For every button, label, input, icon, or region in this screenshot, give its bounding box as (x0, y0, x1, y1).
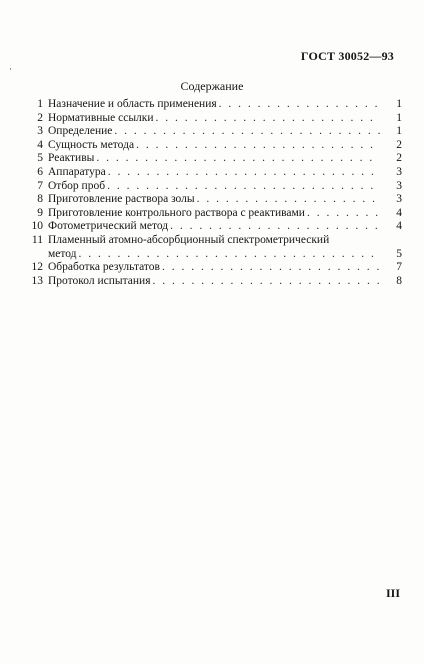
table-of-contents (0, 98, 424, 288)
toc-entry-title: Аппаратура (48, 165, 106, 178)
toc-entry-number: 8 (37, 193, 43, 206)
toc-entry-page: 2 (396, 152, 402, 165)
dot-leader (154, 112, 380, 126)
toc-entry-title: Пламенный атомно-абсорбционный спектрометрический (48, 233, 330, 246)
toc-entry-number: 9 (37, 206, 43, 219)
toc-entry[interactable] (0, 220, 424, 234)
dot-leader (105, 180, 380, 194)
toc-entry-page: 3 (396, 179, 402, 192)
dot-leader (112, 125, 380, 139)
toc-entry-page: 3 (396, 193, 402, 206)
toc-entry-number: 7 (37, 179, 43, 192)
dot-leader (106, 166, 380, 180)
toc-entry[interactable] (0, 234, 424, 261)
toc-entry[interactable] (0, 166, 424, 180)
toc-entry-title: Определение (48, 125, 113, 138)
toc-entry-page: 4 (396, 206, 402, 219)
toc-entry[interactable] (0, 180, 424, 194)
toc-entry-title: Назначение и область применения (48, 98, 217, 110)
toc-title: Содержание (180, 79, 244, 93)
toc-entry-title: Нормативные ссылки (48, 111, 154, 124)
toc-entry-page: 7 (396, 261, 402, 274)
standard-designation: ГОСТ 30052—93 (300, 49, 394, 63)
toc-entry-title: Приготовление контрольного раствора с реактивами (48, 206, 305, 219)
toc-entry-title-continuation: метод (48, 247, 77, 260)
toc-entry-title: Реактивы (48, 152, 95, 165)
toc-entry[interactable] (0, 139, 424, 153)
toc-entry-number: 13 (31, 274, 43, 287)
dot-leader (195, 193, 380, 207)
toc-entry-title: Сущность метода (48, 138, 135, 151)
toc-entry-page: 5 (396, 247, 402, 260)
toc-entry[interactable] (0, 125, 424, 139)
toc-entry-title: Обработка результатов (48, 261, 160, 274)
toc-entry-number: 1 (37, 98, 43, 110)
dot-leader (151, 275, 380, 289)
toc-entry-number: 3 (37, 125, 43, 138)
toc-entry-title: Приготовление раствора золы (48, 193, 195, 206)
toc-entry-title: Фотометрический метод (48, 220, 169, 233)
toc-entry[interactable] (0, 207, 424, 221)
toc-entry-page: 1 (396, 111, 402, 124)
toc-entry-page: 1 (396, 125, 402, 138)
toc-entry-number: 5 (37, 152, 43, 165)
toc-entry-number: 4 (37, 138, 43, 151)
dot-leader (77, 248, 380, 262)
toc-entry[interactable] (0, 98, 424, 112)
page-folio: III (385, 586, 400, 600)
dot-leader (160, 261, 380, 275)
dot-leader (305, 207, 380, 221)
scan-speck (10, 68, 11, 70)
toc-entry-number: 6 (37, 165, 43, 178)
toc-entry-number: 12 (31, 261, 43, 274)
toc-entry-page: 8 (396, 274, 402, 287)
toc-entry[interactable] (0, 261, 424, 275)
toc-entry[interactable] (0, 152, 424, 166)
toc-entry-title: Протокол испытания (48, 274, 151, 287)
toc-entry-page: 4 (396, 220, 402, 233)
toc-entry-page: 3 (396, 165, 402, 178)
toc-entry[interactable] (0, 112, 424, 126)
toc-entry-number: 10 (31, 220, 43, 233)
toc-entry-page: 1 (396, 98, 402, 110)
dot-leader (217, 98, 380, 112)
toc-entry-page: 2 (396, 138, 402, 151)
dot-leader (168, 220, 380, 234)
dot-leader (134, 139, 380, 153)
toc-entry-title: Отбор проб (48, 179, 106, 192)
toc-entry[interactable] (0, 193, 424, 207)
dot-leader (94, 152, 380, 166)
toc-entry-number: 11 (31, 233, 43, 246)
toc-entry[interactable] (0, 275, 424, 289)
toc-entry-number: 2 (37, 111, 43, 124)
